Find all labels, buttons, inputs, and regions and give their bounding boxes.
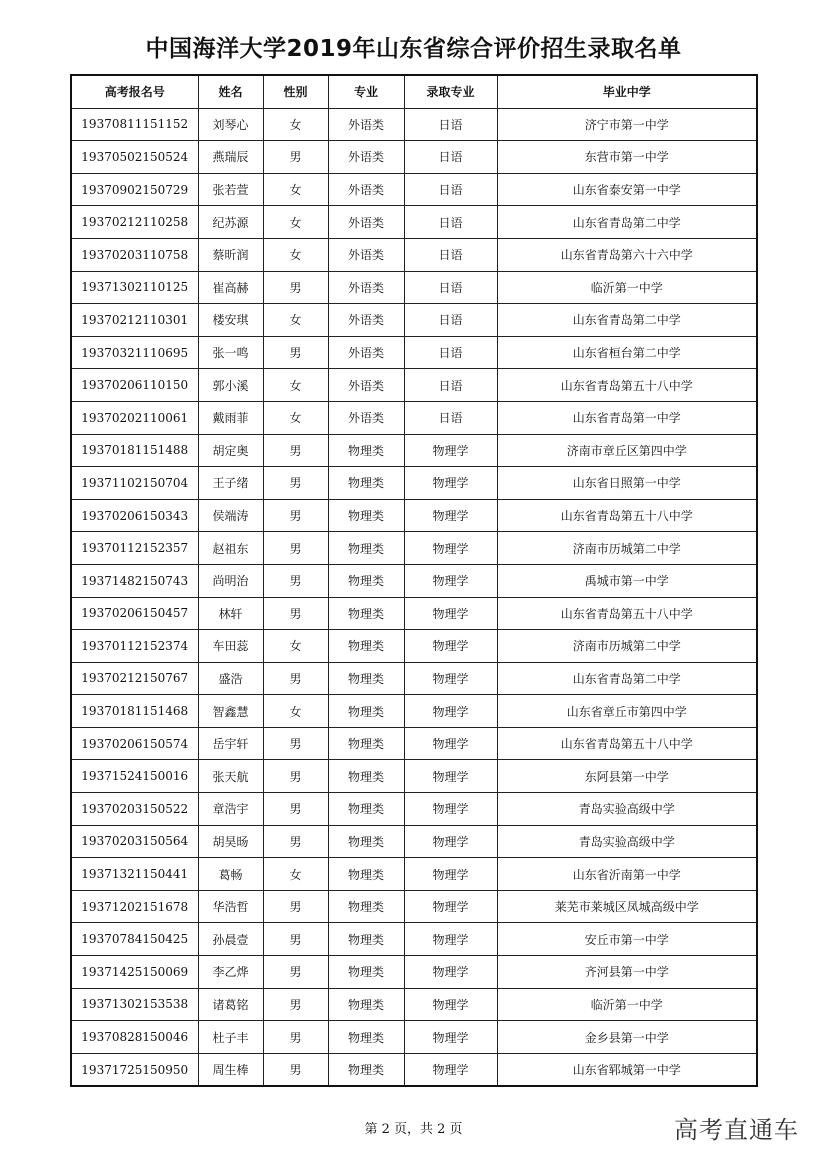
- exam-id-cell: 19370212110301: [71, 304, 198, 337]
- exam-id-cell: 19370181151468: [71, 695, 198, 728]
- name-cell: 林轩: [198, 597, 263, 630]
- high-school-cell: 莱芜市莱城区凤城高级中学: [497, 890, 757, 923]
- admitted-major-cell: 日语: [404, 271, 497, 304]
- table-row: [71, 597, 757, 630]
- gender-cell: 女: [263, 238, 328, 271]
- category-cell: 物理类: [328, 727, 404, 760]
- name-cell: 岳宇轩: [198, 727, 263, 760]
- high-school-cell: 山东省郓城第一中学: [497, 1053, 757, 1086]
- high-school-cell: 济南市历城第二中学: [497, 630, 757, 663]
- admitted-major-cell: 物理学: [404, 793, 497, 826]
- admitted-major-cell: 物理学: [404, 825, 497, 858]
- gender-cell: 男: [263, 141, 328, 174]
- header-admitted-major: 录取专业: [404, 75, 497, 108]
- exam-id-cell: 19370203150564: [71, 825, 198, 858]
- high-school-cell: 济南市历城第二中学: [497, 532, 757, 565]
- name-cell: 孙晨壹: [198, 923, 263, 956]
- exam-id-cell: 19370321110695: [71, 336, 198, 369]
- admitted-major-cell: 日语: [404, 173, 497, 206]
- name-cell: 纪苏源: [198, 206, 263, 239]
- gender-cell: 男: [263, 467, 328, 500]
- table-row: [71, 532, 757, 565]
- admitted-major-cell: 物理学: [404, 434, 497, 467]
- category-cell: 物理类: [328, 499, 404, 532]
- exam-id-cell: 19370784150425: [71, 923, 198, 956]
- name-cell: 尚明治: [198, 564, 263, 597]
- admitted-major-cell: 日语: [404, 238, 497, 271]
- name-cell: 张若萱: [198, 173, 263, 206]
- admitted-major-cell: 物理学: [404, 532, 497, 565]
- table-row: [71, 630, 757, 663]
- high-school-cell: 青岛实验高级中学: [497, 793, 757, 826]
- table-row: [71, 467, 757, 500]
- gender-cell: 男: [263, 434, 328, 467]
- gender-cell: 男: [263, 271, 328, 304]
- gender-cell: 女: [263, 630, 328, 663]
- gender-cell: 女: [263, 173, 328, 206]
- category-cell: 外语类: [328, 271, 404, 304]
- gender-cell: 女: [263, 401, 328, 434]
- gender-cell: 男: [263, 1053, 328, 1086]
- header-high-school: 毕业中学: [497, 75, 757, 108]
- table-row: [71, 141, 757, 174]
- table-row: [71, 1053, 757, 1086]
- category-cell: 物理类: [328, 662, 404, 695]
- watermark: 高考直通车: [674, 1116, 799, 1144]
- high-school-cell: 济宁市第一中学: [497, 108, 757, 141]
- admitted-major-cell: 物理学: [404, 467, 497, 500]
- category-cell: 物理类: [328, 564, 404, 597]
- admitted-major-cell: 物理学: [404, 760, 497, 793]
- high-school-cell: 山东省桓台第二中学: [497, 336, 757, 369]
- category-cell: 物理类: [328, 858, 404, 891]
- gender-cell: 女: [263, 369, 328, 402]
- admitted-major-cell: 物理学: [404, 499, 497, 532]
- exam-id-cell: 19371302153538: [71, 988, 198, 1021]
- exam-id-cell: 19371482150743: [71, 564, 198, 597]
- table-row: [71, 173, 757, 206]
- gender-cell: 男: [263, 923, 328, 956]
- name-cell: 王子绪: [198, 467, 263, 500]
- table-row: [71, 825, 757, 858]
- name-cell: 胡定奥: [198, 434, 263, 467]
- category-cell: 物理类: [328, 434, 404, 467]
- page-title: 中国海洋大学2019年山东省综合评价招生录取名单: [145, 36, 682, 62]
- table-row: [71, 108, 757, 141]
- name-cell: 张天航: [198, 760, 263, 793]
- high-school-cell: 山东省青岛第六十六中学: [497, 238, 757, 271]
- name-cell: 蔡昕润: [198, 238, 263, 271]
- header-category: 专业: [328, 75, 404, 108]
- exam-id-cell: 19371321150441: [71, 858, 198, 891]
- gender-cell: 女: [263, 206, 328, 239]
- gender-cell: 男: [263, 1021, 328, 1054]
- category-cell: 外语类: [328, 141, 404, 174]
- name-cell: 华浩哲: [198, 890, 263, 923]
- table-row: [71, 499, 757, 532]
- gender-cell: 女: [263, 858, 328, 891]
- category-cell: 物理类: [328, 956, 404, 989]
- high-school-cell: 安丘市第一中学: [497, 923, 757, 956]
- high-school-cell: 东阿县第一中学: [497, 760, 757, 793]
- header-name: 姓名: [198, 75, 263, 108]
- high-school-cell: 临沂第一中学: [497, 988, 757, 1021]
- name-cell: 诸葛铭: [198, 988, 263, 1021]
- admitted-major-cell: 物理学: [404, 597, 497, 630]
- table-row: [71, 369, 757, 402]
- table-row: [71, 727, 757, 760]
- admitted-major-cell: 日语: [404, 369, 497, 402]
- category-cell: 物理类: [328, 467, 404, 500]
- gender-cell: 女: [263, 108, 328, 141]
- name-cell: 章浩宇: [198, 793, 263, 826]
- high-school-cell: 山东省沂南第一中学: [497, 858, 757, 891]
- high-school-cell: 山东省章丘市第四中学: [497, 695, 757, 728]
- admitted-major-cell: 日语: [404, 141, 497, 174]
- table-row: [71, 336, 757, 369]
- exam-id-cell: 19370112152357: [71, 532, 198, 565]
- name-cell: 葛畅: [198, 858, 263, 891]
- name-cell: 智鑫慧: [198, 695, 263, 728]
- exam-id-cell: 19370212150767: [71, 662, 198, 695]
- exam-id-cell: 19370203110758: [71, 238, 198, 271]
- high-school-cell: 东营市第一中学: [497, 141, 757, 174]
- exam-id-cell: 19370206110150: [71, 369, 198, 402]
- exam-id-cell: 19370811151152: [71, 108, 198, 141]
- category-cell: 外语类: [328, 369, 404, 402]
- name-cell: 戴雨菲: [198, 401, 263, 434]
- exam-id-cell: 19370203150522: [71, 793, 198, 826]
- name-cell: 周生棒: [198, 1053, 263, 1086]
- category-cell: 物理类: [328, 695, 404, 728]
- admitted-major-cell: 物理学: [404, 662, 497, 695]
- table-row: [71, 890, 757, 923]
- category-cell: 物理类: [328, 760, 404, 793]
- exam-id-cell: 19370206150574: [71, 727, 198, 760]
- high-school-cell: 山东省青岛第五十八中学: [497, 369, 757, 402]
- table-row: [71, 923, 757, 956]
- exam-id-cell: 19370202110061: [71, 401, 198, 434]
- admitted-major-cell: 日语: [404, 304, 497, 337]
- admitted-major-cell: 物理学: [404, 956, 497, 989]
- admitted-major-cell: 日语: [404, 401, 497, 434]
- gender-cell: 女: [263, 695, 328, 728]
- high-school-cell: 山东省青岛第二中学: [497, 662, 757, 695]
- name-cell: 侯端涛: [198, 499, 263, 532]
- high-school-cell: 禹城市第一中学: [497, 564, 757, 597]
- category-cell: 外语类: [328, 238, 404, 271]
- gender-cell: 男: [263, 956, 328, 989]
- name-cell: 张一鸣: [198, 336, 263, 369]
- admitted-major-cell: 物理学: [404, 890, 497, 923]
- category-cell: 物理类: [328, 630, 404, 663]
- category-cell: 物理类: [328, 1053, 404, 1086]
- admitted-major-cell: 日语: [404, 108, 497, 141]
- table-row: [71, 956, 757, 989]
- exam-id-cell: 19370212110258: [71, 206, 198, 239]
- admitted-major-cell: 物理学: [404, 564, 497, 597]
- category-cell: 物理类: [328, 532, 404, 565]
- high-school-cell: 山东省青岛第五十八中学: [497, 727, 757, 760]
- name-cell: 胡昊旸: [198, 825, 263, 858]
- exam-id-cell: 19370206150343: [71, 499, 198, 532]
- table-row: [71, 988, 757, 1021]
- high-school-cell: 金乡县第一中学: [497, 1021, 757, 1054]
- high-school-cell: 山东省青岛第二中学: [497, 206, 757, 239]
- admitted-major-cell: 物理学: [404, 923, 497, 956]
- name-cell: 杜子丰: [198, 1021, 263, 1054]
- admitted-major-cell: 物理学: [404, 727, 497, 760]
- category-cell: 外语类: [328, 304, 404, 337]
- category-cell: 外语类: [328, 206, 404, 239]
- category-cell: 外语类: [328, 173, 404, 206]
- name-cell: 车田蕊: [198, 630, 263, 663]
- name-cell: 李乙烨: [198, 956, 263, 989]
- table-row: [71, 695, 757, 728]
- table-row: [71, 206, 757, 239]
- name-cell: 郭小溪: [198, 369, 263, 402]
- high-school-cell: 山东省青岛第二中学: [497, 304, 757, 337]
- exam-id-cell: 19371725150950: [71, 1053, 198, 1086]
- high-school-cell: 青岛实验高级中学: [497, 825, 757, 858]
- table-row: [71, 760, 757, 793]
- admitted-major-cell: 物理学: [404, 630, 497, 663]
- category-cell: 物理类: [328, 825, 404, 858]
- high-school-cell: 临沂第一中学: [497, 271, 757, 304]
- table-header-row: [71, 75, 757, 108]
- high-school-cell: 山东省青岛第五十八中学: [497, 597, 757, 630]
- high-school-cell: 齐河县第一中学: [497, 956, 757, 989]
- exam-id-cell: 19371524150016: [71, 760, 198, 793]
- gender-cell: 男: [263, 597, 328, 630]
- exam-id-cell: 19371425150069: [71, 956, 198, 989]
- table-row: [71, 662, 757, 695]
- gender-cell: 男: [263, 499, 328, 532]
- name-cell: 楼安琪: [198, 304, 263, 337]
- name-cell: 崔高赫: [198, 271, 263, 304]
- gender-cell: 男: [263, 532, 328, 565]
- header-exam-id: 高考报名号: [71, 75, 198, 108]
- high-school-cell: 山东省青岛第五十八中学: [497, 499, 757, 532]
- table-row: [71, 401, 757, 434]
- gender-cell: 男: [263, 988, 328, 1021]
- exam-id-cell: 19371202151678: [71, 890, 198, 923]
- gender-cell: 男: [263, 336, 328, 369]
- high-school-cell: 山东省日照第一中学: [497, 467, 757, 500]
- high-school-cell: 济南市章丘区第四中学: [497, 434, 757, 467]
- exam-id-cell: 19370181151488: [71, 434, 198, 467]
- admission-table: [70, 74, 758, 1087]
- category-cell: 物理类: [328, 793, 404, 826]
- admitted-major-cell: 日语: [404, 206, 497, 239]
- category-cell: 外语类: [328, 336, 404, 369]
- name-cell: 盛浩: [198, 662, 263, 695]
- category-cell: 物理类: [328, 597, 404, 630]
- table-row: [71, 238, 757, 271]
- gender-cell: 男: [263, 793, 328, 826]
- admitted-major-cell: 物理学: [404, 695, 497, 728]
- exam-id-cell: 19370206150457: [71, 597, 198, 630]
- gender-cell: 男: [263, 825, 328, 858]
- category-cell: 外语类: [328, 108, 404, 141]
- gender-cell: 男: [263, 727, 328, 760]
- admitted-major-cell: 物理学: [404, 988, 497, 1021]
- category-cell: 物理类: [328, 988, 404, 1021]
- name-cell: 燕瑞辰: [198, 141, 263, 174]
- category-cell: 物理类: [328, 923, 404, 956]
- gender-cell: 男: [263, 760, 328, 793]
- exam-id-cell: 19371302110125: [71, 271, 198, 304]
- table-row: [71, 304, 757, 337]
- header-gender: 性别: [263, 75, 328, 108]
- table-row: [71, 434, 757, 467]
- category-cell: 物理类: [328, 890, 404, 923]
- page-footer: 第 2 页，共 2 页: [364, 1122, 463, 1137]
- gender-cell: 男: [263, 564, 328, 597]
- high-school-cell: 山东省泰安第一中学: [497, 173, 757, 206]
- exam-id-cell: 19370502150524: [71, 141, 198, 174]
- exam-id-cell: 19370902150729: [71, 173, 198, 206]
- exam-id-cell: 19370112152374: [71, 630, 198, 663]
- admitted-major-cell: 物理学: [404, 858, 497, 891]
- gender-cell: 男: [263, 662, 328, 695]
- name-cell: 赵祖东: [198, 532, 263, 565]
- exam-id-cell: 19370828150046: [71, 1021, 198, 1054]
- table-row: [71, 793, 757, 826]
- table-row: [71, 858, 757, 891]
- name-cell: 刘琴心: [198, 108, 263, 141]
- category-cell: 物理类: [328, 1021, 404, 1054]
- gender-cell: 男: [263, 890, 328, 923]
- table-row: [71, 1021, 757, 1054]
- exam-id-cell: 19371102150704: [71, 467, 198, 500]
- admitted-major-cell: 日语: [404, 336, 497, 369]
- high-school-cell: 山东省青岛第一中学: [497, 401, 757, 434]
- table-row: [71, 271, 757, 304]
- admitted-major-cell: 物理学: [404, 1021, 497, 1054]
- admitted-major-cell: 物理学: [404, 1053, 497, 1086]
- table-row: [71, 564, 757, 597]
- gender-cell: 女: [263, 304, 328, 337]
- category-cell: 外语类: [328, 401, 404, 434]
